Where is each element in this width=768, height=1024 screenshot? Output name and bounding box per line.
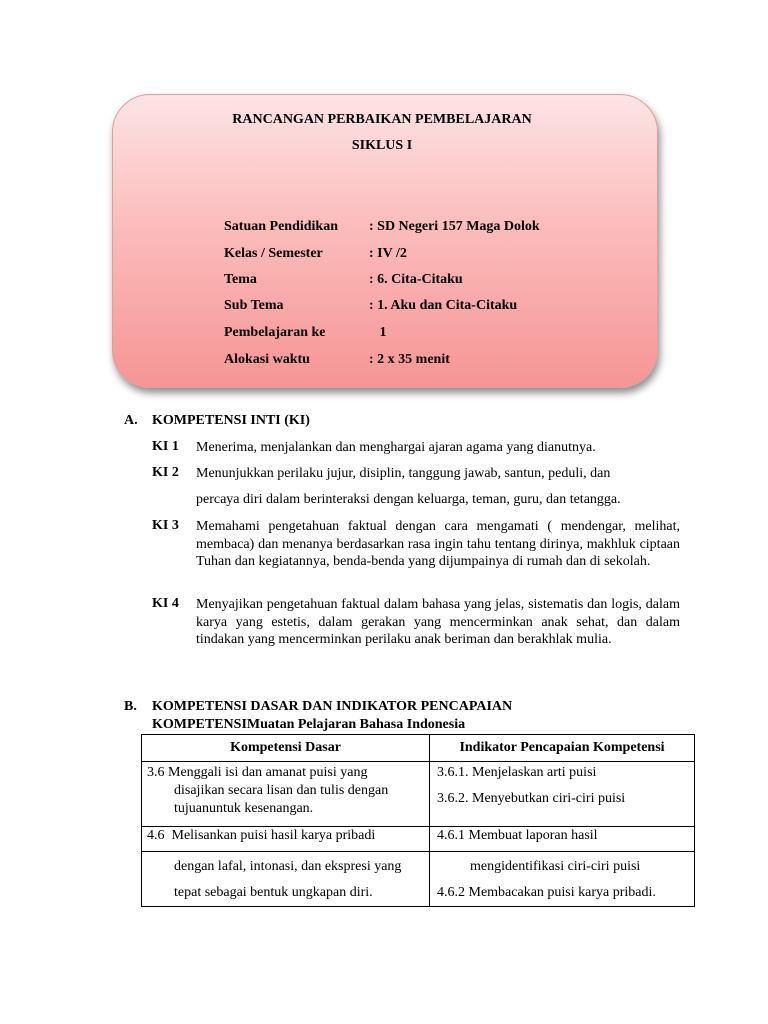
identity-value-theme: : 6. Cita-Citaku	[369, 272, 463, 287]
table-cell-indicator	[430, 852, 695, 907]
identity-label-time: Alokasi waktu	[224, 352, 310, 367]
identity-value-subtheme: : 1. Aku dan Cita-Citaku	[369, 298, 518, 313]
kd-3-6-line3: tujuanuntuk kesenangan.	[174, 801, 314, 816]
section-a-letter: A.	[124, 413, 138, 428]
ki-3-text: Memahami pengetahuan faktual dengan cara mengamati ( mendengar, melihat, membaca) dan menanya berdasarkan rasa ingin tahu tentang dirinya, makhluk ciptaan Tuhan dan kegiatannya, benda-benda yang dijumpainya di rumah dan di sekolah.	[196, 519, 680, 569]
identity-value-time: : 2 x 35 menit	[369, 352, 450, 367]
competency-table	[141, 734, 695, 907]
kd-4-6-line1: 4.6 Melisankan puisi hasil karya pribadi	[147, 828, 376, 843]
table-header-row	[142, 735, 695, 762]
ki-4-text: Menyajikan pengetahuan faktual dalam bahasa yang jelas, sistematis dan logis, dalam karya yang estetis, dalam gerakan yang mencerminkan anak sehat, dan dalam tindakan yang mencerminkan perilaku anak beriman dan berakhlak mulia.	[196, 597, 680, 647]
indicator-3-6-2: 3.6.2. Menyebutkan ciri-ciri puisi	[437, 791, 626, 806]
identity-label-theme: Tema	[224, 272, 257, 287]
table-row	[142, 827, 695, 852]
table-cell-indicator	[430, 762, 695, 827]
table-cell-kd	[142, 827, 430, 852]
indicator-4-6-1-line2: mengidentifikasi ciri-ciri puisi	[470, 859, 641, 874]
cycle-subtitle: SIKLUS I	[351, 138, 413, 153]
table-row	[142, 852, 695, 907]
ki-4-code: KI 4	[152, 596, 179, 611]
identity-value-class: : IV /2	[369, 246, 407, 261]
kd-3-6-line1: 3.6 Menggali isi dan amanat puisi yang	[147, 765, 368, 780]
ki-1-code: KI 1	[152, 439, 179, 454]
ki-2-text-line1: Menunjukkan perilaku jujur, disiplin, tanggung jawab, santun, peduli, dan	[196, 466, 611, 481]
kd-4-6-line2: dengan lafal, intonasi, dan ekspresi yang	[174, 859, 402, 874]
indicator-3-6-1: 3.6.1. Menjelaskan arti puisi	[437, 765, 597, 780]
identity-value-school: : SD Negeri 157 Maga Dolok	[369, 219, 540, 234]
section-b-letter: B.	[124, 699, 137, 714]
section-b-title-line2: KOMPETENSIMuatan Pelajaran Bahasa Indonesia	[152, 717, 466, 732]
table-cell-indicator	[430, 827, 695, 852]
ki-1-text: Menerima, menjalankan dan menghargai ajaran agama yang dianutnya.	[196, 440, 596, 455]
identity-label-lesson: Pembelajaran ke	[224, 325, 326, 340]
section-a-title: KOMPETENSI INTI (KI)	[152, 413, 310, 428]
indicator-4-6-2: 4.6.2 Membacakan puisi karya pribadi.	[437, 885, 656, 900]
indicator-4-6-1-line1: 4.6.1 Membuat laporan hasil	[437, 828, 598, 843]
ki-3-code: KI 3	[152, 518, 179, 533]
table-cell-kd	[142, 762, 430, 827]
table-row	[142, 762, 695, 827]
ki-2-text-line2: percaya diri dalam berinteraksi dengan keluarga, teman, guru, dan tetangga.	[196, 492, 621, 507]
identity-label-class: Kelas / Semester	[224, 246, 323, 261]
identity-value-lesson: 1	[369, 325, 387, 340]
kd-4-6-line3: tepat sebagai bentuk ungkapan diri.	[174, 885, 373, 900]
column-header-kd: Kompetensi Dasar	[142, 735, 430, 762]
ki-2-code: KI 2	[152, 465, 179, 480]
table-cell-kd	[142, 852, 430, 907]
document-title: RANCANGAN PERBAIKAN PEMBELAJARAN	[232, 112, 532, 127]
kd-3-6-line2: disajikan secara lisan dan tulis dengan	[174, 783, 389, 798]
column-header-indicator: Indikator Pencapaian Kompetensi	[430, 735, 695, 762]
section-b-title-line1: KOMPETENSI DASAR DAN INDIKATOR PENCAPAIAN	[152, 699, 513, 714]
identity-label-subtheme: Sub Tema	[224, 298, 284, 313]
identity-label-school: Satuan Pendidikan	[224, 219, 338, 234]
